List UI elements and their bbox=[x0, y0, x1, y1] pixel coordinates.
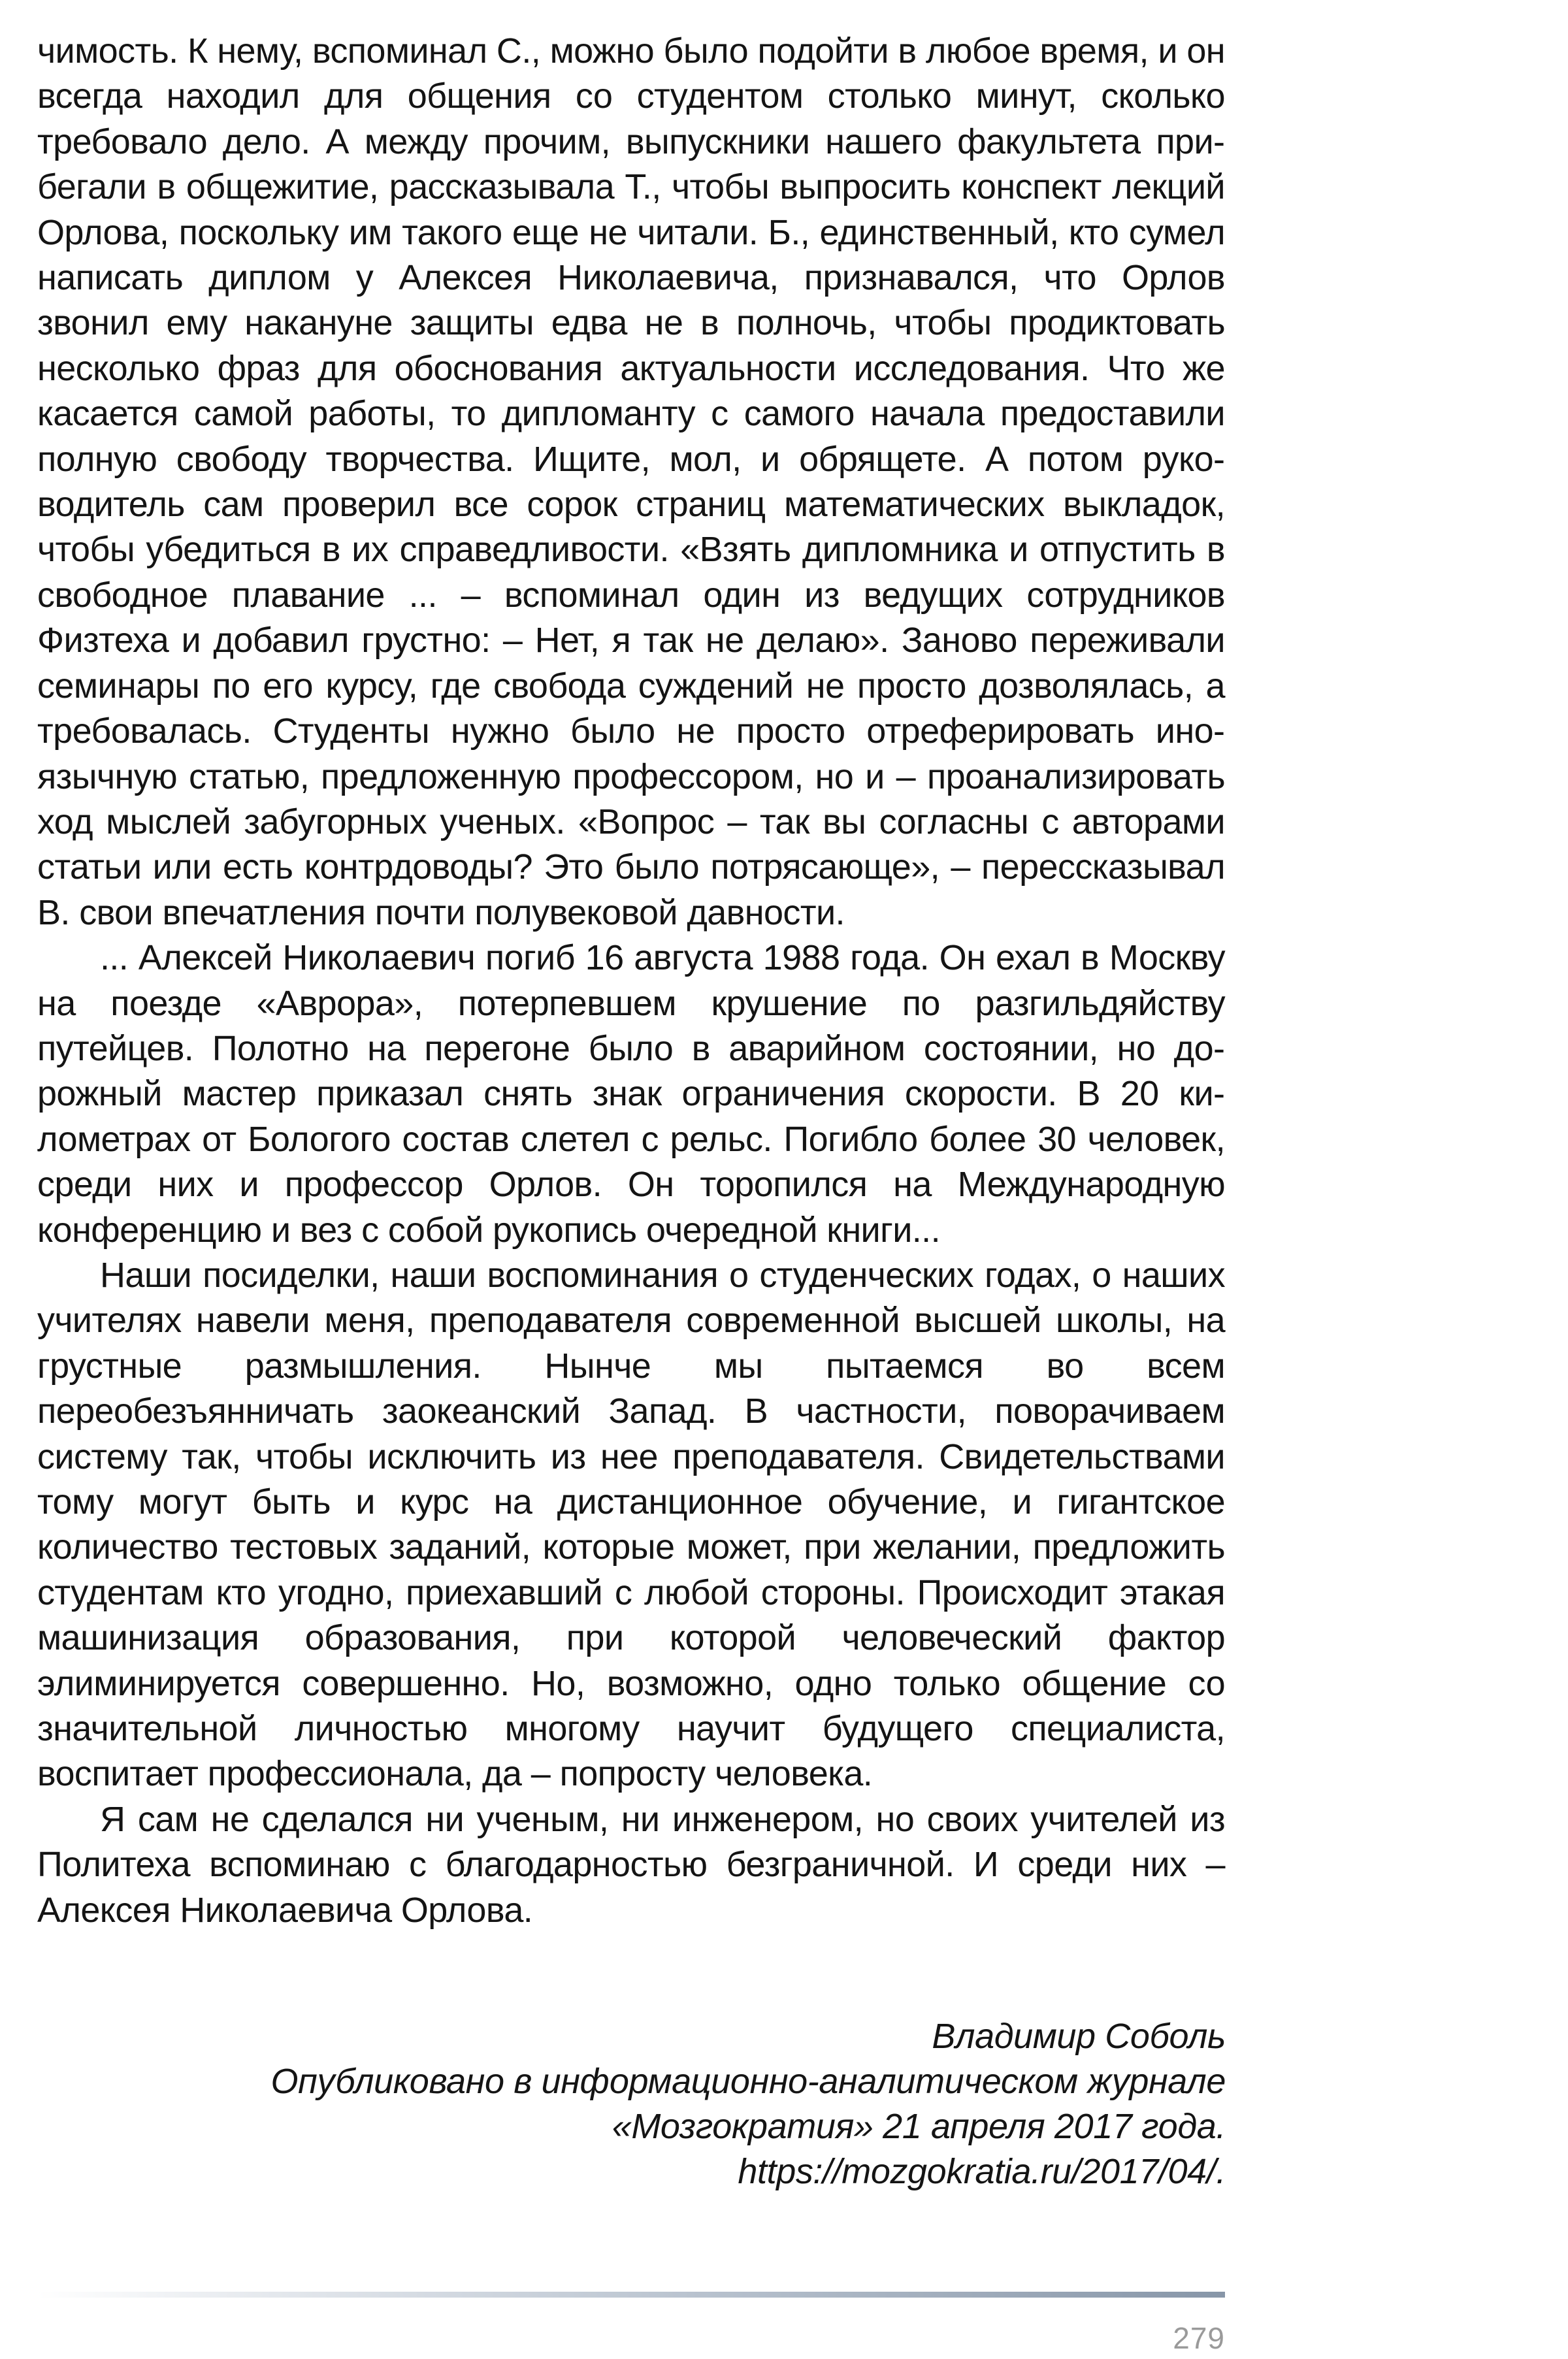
paragraph-orlov-death: ... Алексей Николаевич погиб 16 августа 1988 года. Он ехал в Москву на поезде «Аврора», потерпевшем крушение по разгильдяйству путейцев. Полотно на перегоне было в аварийном состоянии, но дорожный мастер приказал снять знак ограничения скорости. В 20 километрах от Бологого состав слетел с рельс. Погибло более 30 человек, среди них и профессор Орлов. Он торопился на Международную конференцию и вез с собой рукопись очередной книги... bbox=[37, 938, 1225, 1250]
publication-journal-date: «Мозгократия» 21 апреля 2017 года. bbox=[612, 2107, 1226, 2146]
publication-note: Опубликовано в информационно-аналитическом журнале bbox=[270, 2062, 1226, 2101]
author-name: Владимир Соболь bbox=[932, 2017, 1226, 2056]
page-number: 279 bbox=[1173, 2321, 1225, 2355]
article-body bbox=[37, 29, 1225, 1933]
paragraph-continuation: чимость. К нему, вспоминал С., можно было подойти в любое время, и он всегда находил для общения со студентом столько минут, сколько требовало дело. А между прочим, выпускники нашего факультета прибегали в общежитие, рассказывала Т., чтобы выпросить конспект лекций Орлова, поскольку им такого еще не читали. Б., единственный, кто сумел написать диплом у Алексея Николаевича, признавался, что Орлов звонил ему накануне защиты едва не в полночь, чтобы продиктовать несколько фраз для обоснования актуальности исследования. Что же касается самой работы, то дипломанту с самого начала предоставили полную свободу творчества. Ищите, мол, и обрящете. А потом руководитель сам проверил все сорок страниц математических выкладок, чтобы убедиться в их справедливости. «Взять дипломника и отпустить в свободное плавание ... – вспоминал один из ведущих сотрудников Физтеха и добавил грустно: – Нет, я так не делаю». Заново переживали семинары по его курсу, где свобода суждений не просто дозволялась, а требовалась. Студенты нужно было не просто отреферировать иноязычную статью, предложенную профессором, но и – проанализировать ход мыслей забугорных ученых. «Вопрос – так вы согласны с авторами статьи или есть контрдоводы? Это было потрясающе», – перессказывал В. свои впечатления почти полувековой давности. bbox=[37, 31, 1225, 932]
source-url: https://mozgokratia.ru/2017/04/. bbox=[738, 2152, 1226, 2191]
signature-block bbox=[180, 2014, 1226, 2194]
footer-divider bbox=[37, 2292, 1225, 2298]
paragraph-conclusion: Я сам не сделался ни ученым, ни инженером, но своих учителей из Политеха вспоминаю с благодарностью безграничной. И среди них – Алексея Николаевича Орлова. bbox=[37, 1799, 1225, 1930]
paragraph-reflections: Наши посиделки, наши воспоминания о студенческих годах, о наших учителях навели меня, преподавателя современной высшей школы, на грустные размышления. Нынче мы пытаемся во всем переобезъянничать заокеанский Запад. В частности, поворачиваем систему так, чтобы исключить из нее преподавателя. Свидетельствами тому могут быть и курс на дистанционное обучение, и гигантское количество тестовых заданий, которые может, при желании, предложить студентам кто угодно, приехавший с любой стороны. Происходит этакая машинизация образования, при которой человеческий фактор элиминируется совершенно. Но, возможно, одно только общение со значительной личностью многому научит будущего специалиста, воспитает профессионала, да – попросту человека. bbox=[37, 1255, 1225, 1794]
